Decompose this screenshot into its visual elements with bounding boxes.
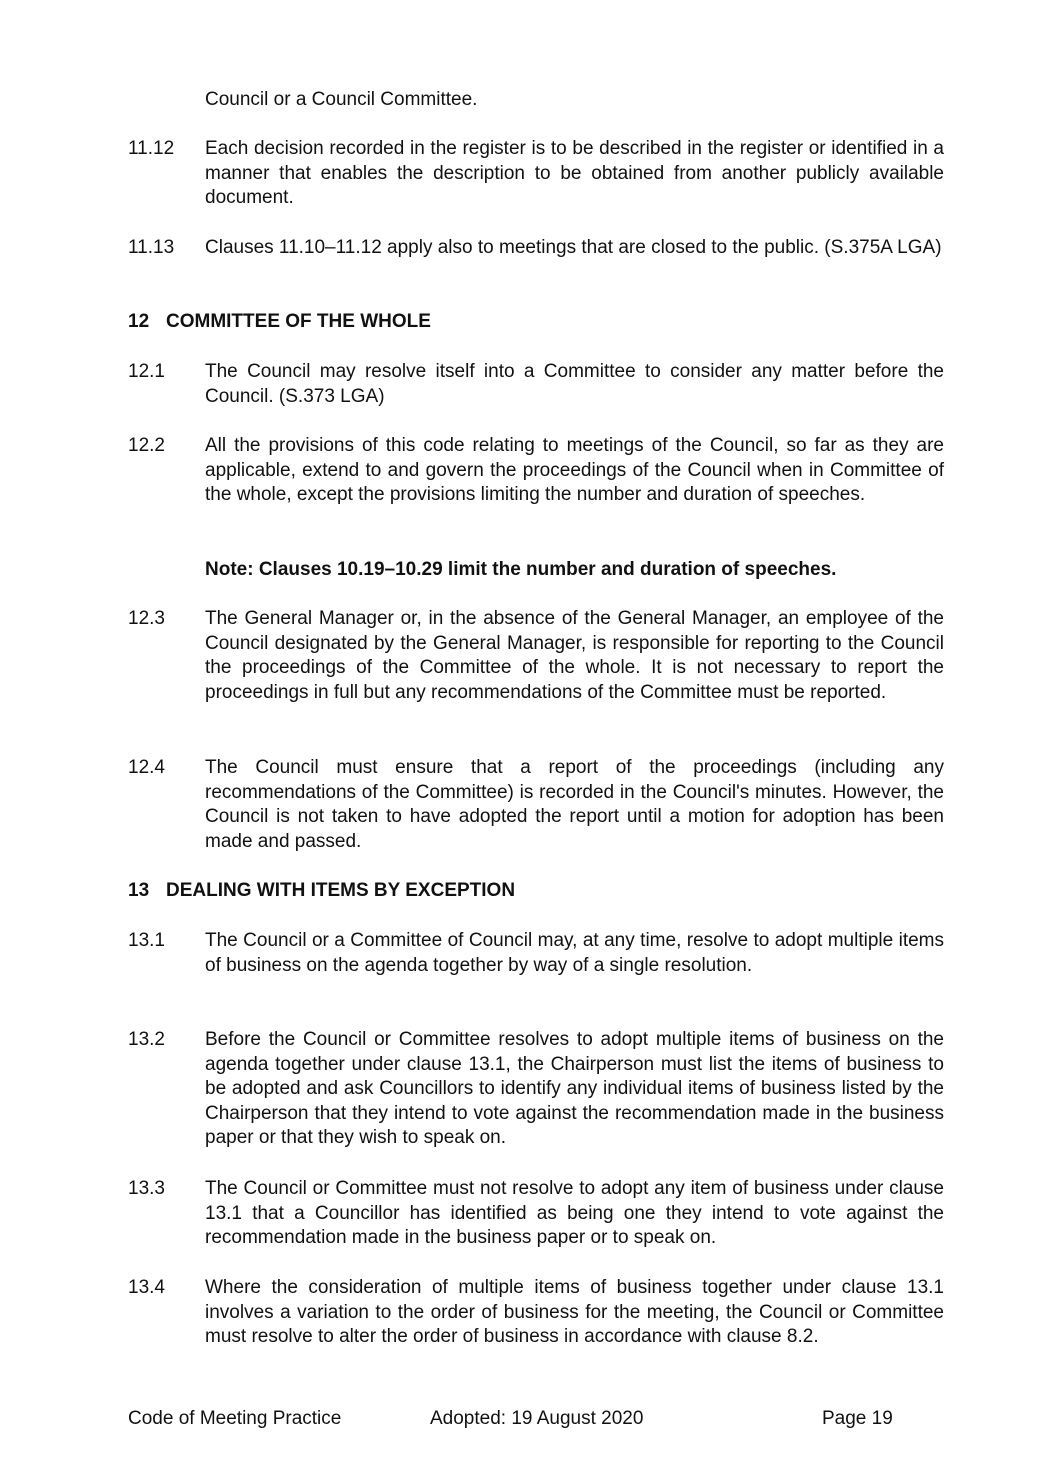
clause-number: 13.3	[128, 1178, 165, 1199]
clause-number: 12.1	[128, 361, 165, 382]
clause-text: Each decision recorded in the register is to be described in the register or identified in a manner that enables the description to be obtained from another publicly available document.	[205, 138, 944, 208]
clause-text: The Council or Committee must not resolve to adopt any item of business under clause 13.1 that a Councillor has identified as being one they intend to vote against the recommendation made in the business paper or to speak on.	[205, 1178, 944, 1248]
section-heading-13	[128, 879, 944, 904]
clause-text: Before the Council or Committee resolves to adopt multiple items of business on the agenda together under clause 13.1, the Chairperson must list the items of business to be adopted and ask Councillors to identify any individual items of business listed by the Chairperson that they intend to vote against the recommendation made in the business paper or that they wish to speak on.	[205, 1029, 944, 1148]
clause-13-2	[128, 1028, 944, 1151]
note-paragraph	[128, 558, 944, 583]
clause-text: The General Manager or, in the absence of the General Manager, an employee of the Council designated by the General Manager, is responsible for reporting to the Council the proceedings of the Committee of the whole. It is not necessary to report the proceedings in full but any recommendations of the Committee must be reported.	[205, 608, 944, 703]
section-title: DEALING WITH ITEMS BY EXCEPTION	[166, 880, 516, 901]
clause-12-3	[128, 607, 944, 705]
clause-12-1	[128, 360, 944, 409]
clause-12-4	[128, 756, 944, 854]
clause-text: The Council or a Committee of Council may, at any time, resolve to adopt multiple items of business on the agenda together by way of a single resolution.	[205, 930, 944, 976]
clause-number: 13.1	[128, 930, 165, 951]
clause-13-1	[128, 929, 944, 978]
clause-number: 12.3	[128, 608, 165, 629]
section-number: 13	[128, 880, 150, 901]
note-text: Note: Clauses 10.19–10.29 limit the number and duration of speeches.	[205, 559, 837, 580]
section-title: COMMITTEE OF THE WHOLE	[166, 311, 431, 332]
footer-adopted-date: Adopted: 19 August 2020	[430, 1408, 644, 1429]
clause-text: The Council may resolve itself into a Committee to consider any matter before the Council. (S.373 LGA)	[205, 361, 944, 407]
clause-number: 11.12	[128, 138, 175, 159]
clause-number: 13.4	[128, 1277, 165, 1298]
clause-13-4	[128, 1276, 944, 1350]
footer-document-title: Code of Meeting Practice	[128, 1408, 342, 1429]
clause-text: Where the consideration of multiple items of business together under clause 13.1 involves a variation to the order of business for the meeting, the Council or Committee must resolve to alter the order of business in accordance with clause 8.2.	[205, 1277, 944, 1347]
clause-13-3	[128, 1177, 944, 1251]
section-number: 12	[128, 311, 150, 332]
clause-number: 12.2	[128, 435, 165, 456]
clause-11-13	[128, 236, 944, 261]
continuation-text: Council or a Council Committee.	[205, 89, 478, 110]
section-heading-12	[128, 310, 944, 335]
clause-12-2	[128, 434, 944, 508]
footer-page-number: Page 19	[822, 1408, 893, 1429]
clause-number: 13.2	[128, 1029, 165, 1050]
clause-text: The Council must ensure that a report of the proceedings (including any recommendations of the Committee) is recorded in the Council's minutes. However, the Council is not taken to have adopted the report until a motion for adoption has been made and passed.	[205, 757, 944, 852]
clause-text: Clauses 11.10–11.12 apply also to meetings that are closed to the public. (S.375A LGA)	[205, 237, 942, 258]
clause-number: 12.4	[128, 757, 165, 778]
continuation-paragraph	[128, 88, 944, 113]
clause-11-12	[128, 137, 944, 211]
clause-number: 11.13	[128, 237, 175, 258]
clause-text: All the provisions of this code relating to meetings of the Council, so far as they are applicable, extend to and govern the proceedings of the Council when in Committee of the whole, except the provisions limiting the number and duration of speeches.	[205, 435, 944, 505]
